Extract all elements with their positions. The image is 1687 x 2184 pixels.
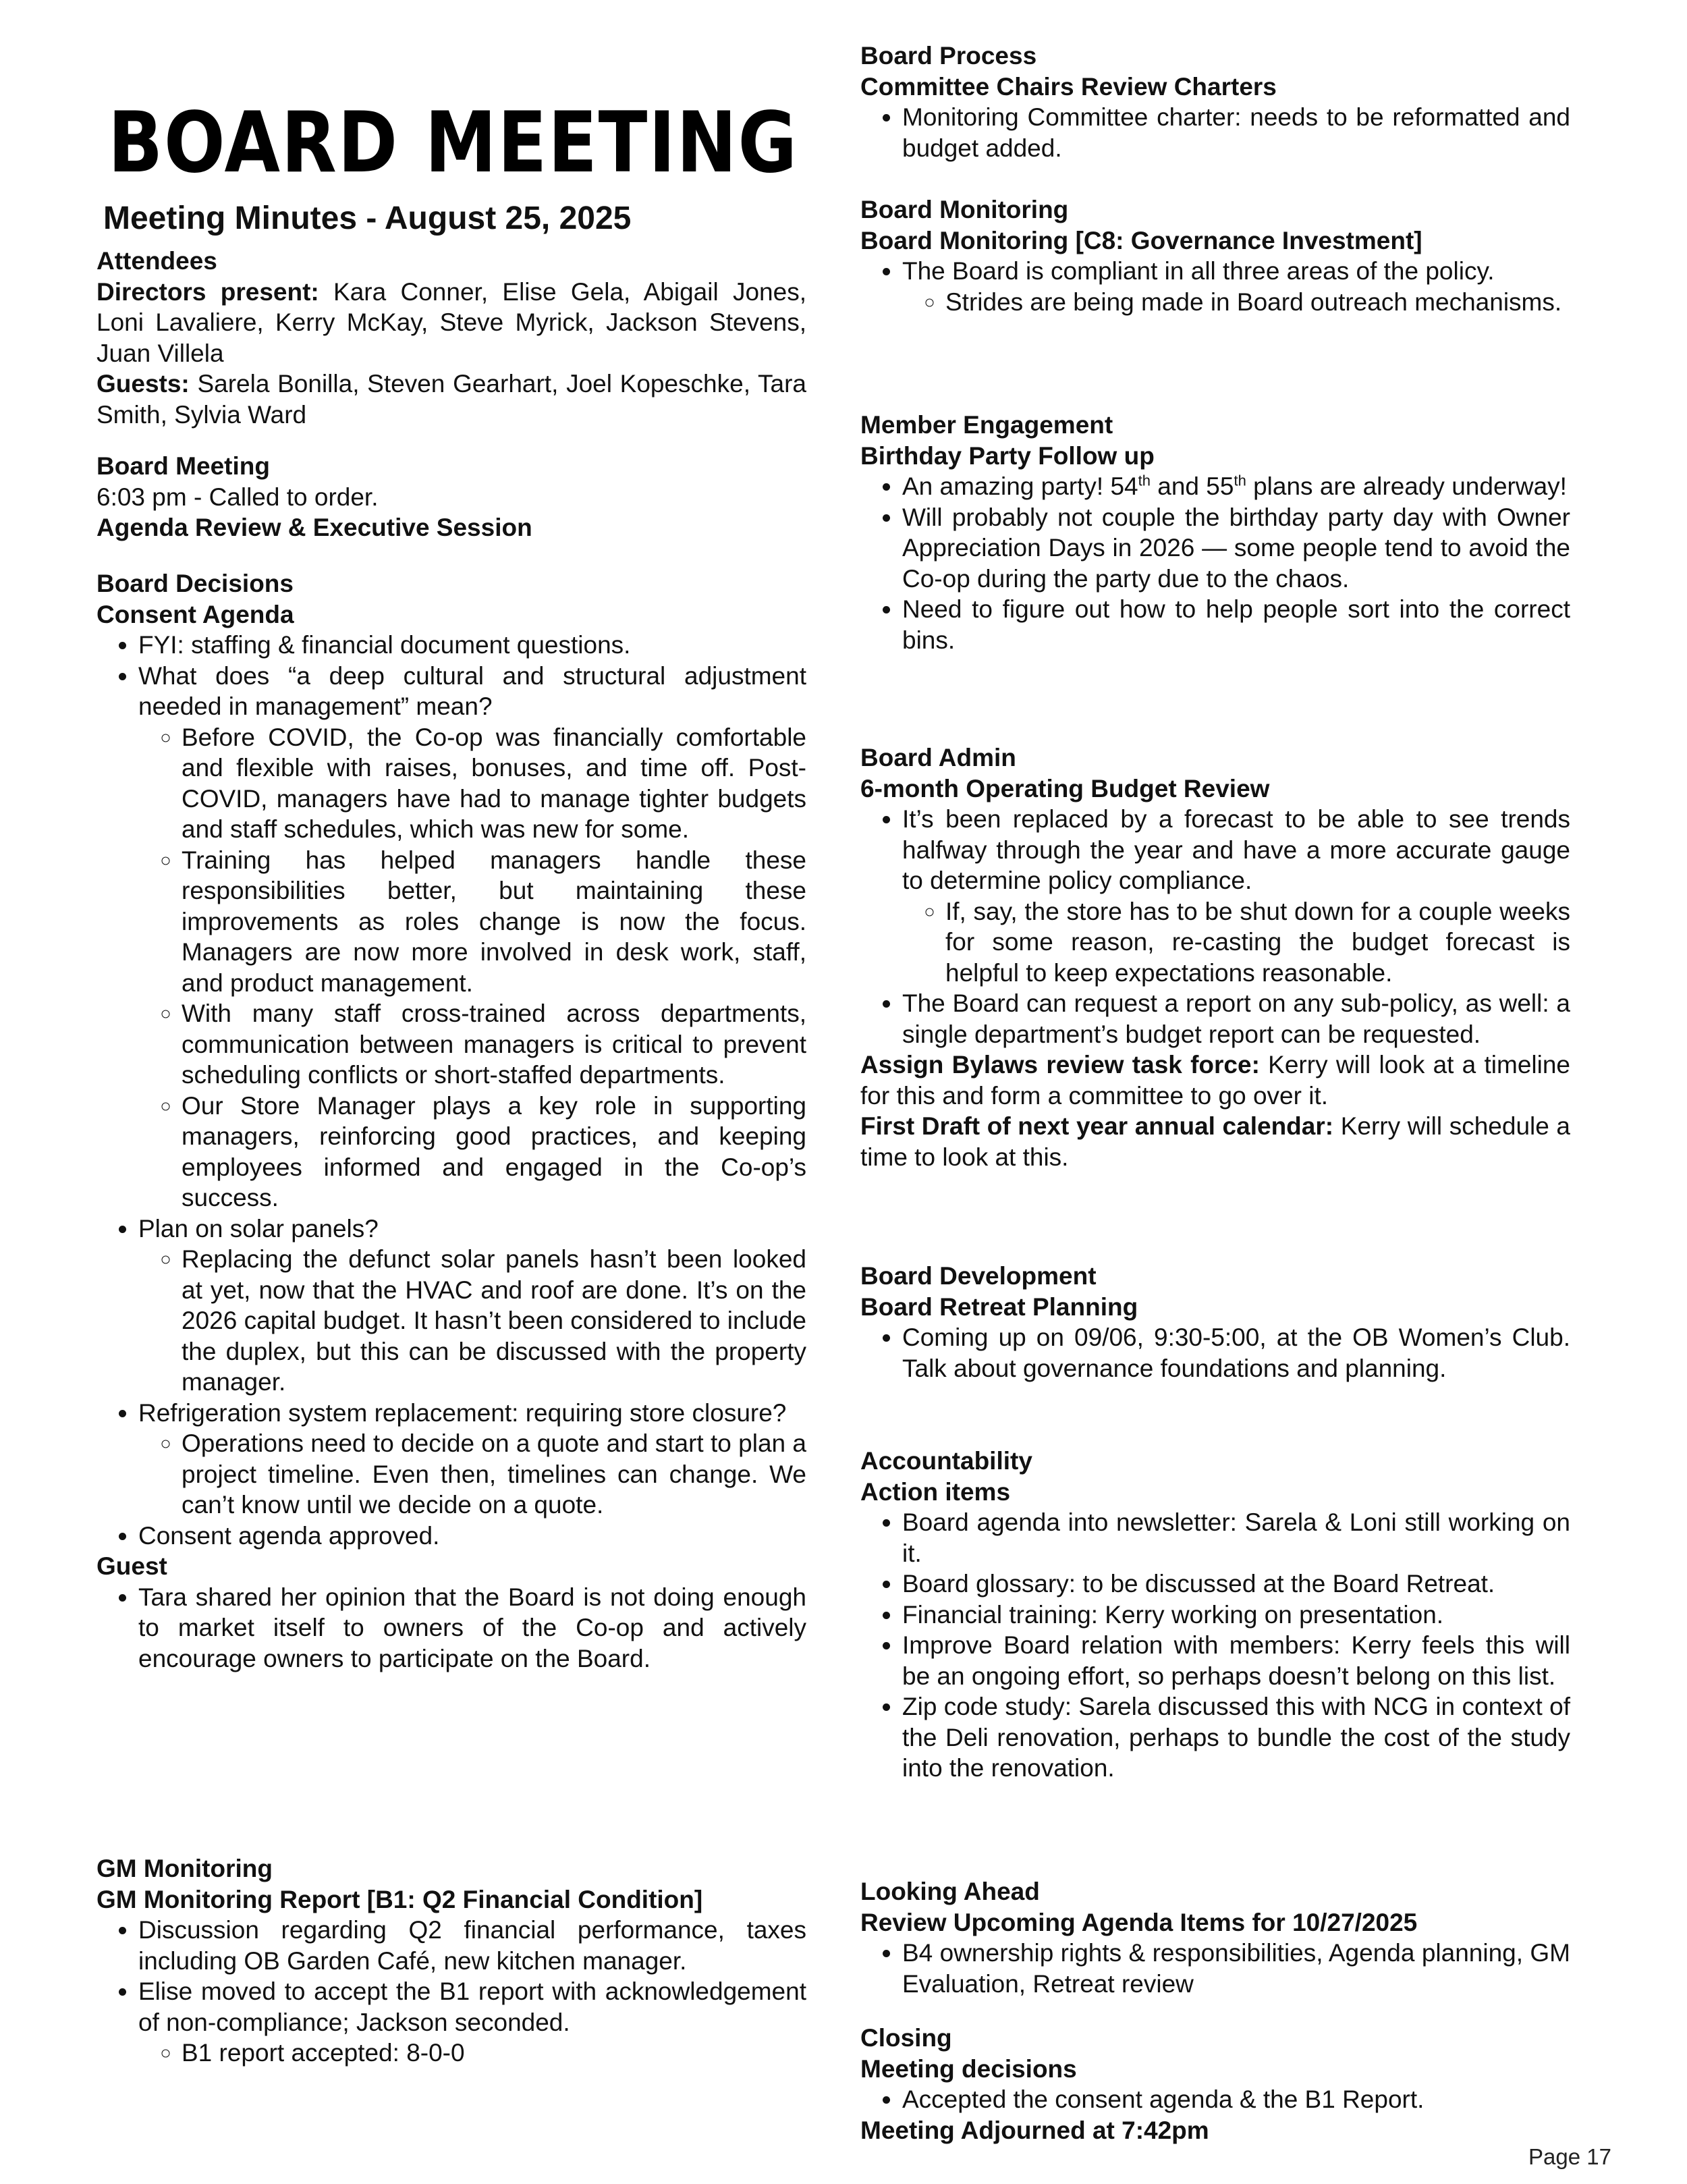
sub-list [138, 722, 806, 1213]
list-item: ◦ Our Store Manager plays a key role in supporting managers, reinforcing good practices, and keeping employees informed and engaged in the Co-op’s success. [182, 1091, 806, 1213]
list-item: ◦ Operations need to decide on a quote and start to plan a project timeline. Even then, timelines can change. We can’t know until we decide on a quote. [182, 1428, 806, 1521]
list-item: • Monitoring Committee charter: needs to be reformatted and budget added. [902, 102, 1570, 163]
gm-report-subheading: GM Monitoring Report [B1: Q2 Financial Condition] [96, 1885, 703, 1913]
bylaws-line: Assign Bylaws review task force: Kerry will look at a timeline for this and form a committee to go over it. [860, 1051, 1570, 1110]
directors-line [96, 277, 806, 369]
member-engagement-heading: Member Engagement [860, 411, 1113, 439]
monitoring-list [860, 256, 1570, 317]
list-item: ◦ With many staff cross-trained across departments, communication between managers is critical to prevent scheduling conflicts or short-staffed departments. [182, 998, 806, 1091]
closing-heading: Closing [860, 2024, 952, 2052]
board-admin-heading: Board Admin [860, 744, 1016, 771]
closing-section [860, 2023, 1570, 2146]
list-item: • Plan on solar panels? ◦ Replacing the defunct solar panels hasn’t been looked at yet, now that the HVAC and roof are done. It’s on the 2026 capital budget. It hasn’t been considered to include the duplex, but this can be discussed with the property manager. [138, 1213, 806, 1398]
process-list [860, 102, 1570, 163]
c8-subheading: Board Monitoring [C8: Governance Investment] [860, 226, 1422, 254]
page-number: Page 17 [1528, 2144, 1611, 2169]
sub-list [138, 1244, 806, 1398]
called-to-order: 6:03 pm - Called to order. [96, 483, 379, 511]
charters-subheading: Committee Chairs Review Charters [860, 72, 1277, 101]
list-item: • FYI: staffing & financial document questions. [138, 630, 806, 661]
gm-monitoring-heading: GM Monitoring [96, 1855, 273, 1882]
list-item: ◦ Strides are being made in Board outreach mechanisms. [945, 287, 1570, 318]
member-engagement-section [860, 410, 1570, 655]
list-item: • Refrigeration system replacement: requiring store closure? ◦ Operations need to decide on a quote and start to plan a project timeline. Even then, timelines can change. We can’t know until we decide on a quote. [138, 1398, 806, 1521]
adjourned-line: Meeting Adjourned at 7:42pm [860, 2116, 1209, 2144]
attendees-heading: Attendees [96, 247, 217, 275]
list-item: • Coming up on 09/06, 9:30-5:00, at the OB Women’s Club. Talk about governance foundations and planning. [902, 1322, 1570, 1384]
board-process-section [860, 40, 1570, 163]
action-items-list [860, 1507, 1570, 1784]
list-item: • An amazing party! 54th and 55th plans are already underway! [902, 471, 1570, 502]
list-item: • B4 ownership rights & responsibilities, Agenda planning, GM Evaluation, Retreat review [902, 1938, 1570, 1999]
list-item: • Discussion regarding Q2 financial performance, taxes including OB Garden Café, new kitchen manager. [138, 1915, 806, 1976]
consent-agenda-subheading: Consent Agenda [96, 600, 294, 628]
guests-label: Guests: [96, 370, 190, 398]
consent-agenda-list [96, 630, 806, 1551]
list-item: ◦ Before COVID, the Co-op was financially comfortable and flexible with raises, bonuses, and time off. Post-COVID, managers have had to manage tighter budgets and staff schedules, which was new for some. [182, 722, 806, 845]
development-list [860, 1322, 1570, 1384]
list-item: • Consent agenda approved. [138, 1521, 806, 1552]
board-monitoring-section [860, 194, 1570, 317]
board-development-heading: Board Development [860, 1262, 1097, 1290]
board-meeting-section [96, 451, 806, 543]
meeting-subtitle: Meeting Minutes - August 25, 2025 [103, 200, 632, 236]
list-item: • Financial training: Kerry working on presentation. [902, 1600, 1570, 1631]
sub-list [902, 896, 1570, 989]
sub-list [138, 2038, 806, 2069]
budget-review-subheading: 6-month Operating Budget Review [860, 774, 1270, 802]
page-title: BOARD MEETING [108, 94, 798, 192]
closing-list [860, 2084, 1570, 2115]
list-item: • The Board can request a report on any sub-policy, as well: a single department’s budget report can be requested. [902, 988, 1570, 1049]
attendees-section [96, 246, 806, 430]
board-admin-section [860, 742, 1570, 1172]
list-item: • Accepted the consent agenda & the B1 Report. [902, 2084, 1570, 2115]
list-item: • It’s been replaced by a forecast to be able to see trends halfway through the year and have a more accurate gauge to determine policy compliance. ◦ If, say, the store has to be shut down for a couple weeks for some reason, re-casting the budget forecast is helpful to keep expectations reasonable. [902, 804, 1570, 988]
list-item: • Board agenda into newsletter: Sarela & Loni still working on it. [902, 1507, 1570, 1568]
upcoming-subheading: Review Upcoming Agenda Items for 10/27/2025 [860, 1908, 1418, 1936]
calendar-line: First Draft of next year annual calendar: Kerry will schedule a time to look at this. [860, 1112, 1571, 1171]
list-item: • Tara shared her opinion that the Board is not doing enough to market itself to owners of the Co-op and actively encourage owners to participate on the Board. [138, 1582, 806, 1674]
admin-list [860, 804, 1570, 1049]
board-development-section [860, 1261, 1570, 1384]
guest-list [96, 1582, 806, 1674]
list-item: • Board glossary: to be discussed at the Board Retreat. [902, 1568, 1570, 1600]
sub-list [138, 1428, 806, 1521]
list-item: • Elise moved to accept the B1 report with acknowledgement of non-compliance; Jackson seconded. ◦ B1 report accepted: 8-0-0 [138, 1976, 806, 2069]
retreat-subheading: Board Retreat Planning [860, 1292, 1138, 1321]
action-items-subheading: Action items [860, 1477, 1011, 1506]
looking-ahead-section [860, 1876, 1570, 1999]
board-decisions-section [96, 568, 806, 1674]
looking-ahead-heading: Looking Ahead [860, 1878, 1040, 1905]
guest-subheading: Guest [96, 1552, 167, 1580]
meeting-decisions-subheading: Meeting decisions [860, 2054, 1077, 2083]
gm-list [96, 1915, 806, 2069]
birthday-subheading: Birthday Party Follow up [860, 441, 1155, 470]
gm-monitoring-section [96, 1853, 806, 2069]
board-monitoring-heading: Board Monitoring [860, 196, 1069, 223]
list-item: • Improve Board relation with members: Kerry feels this will be an ongoing effort, so perhaps doesn’t belong on this list. [902, 1630, 1570, 1691]
list-item: ◦ Replacing the defunct solar panels hasn’t been looked at yet, now that the HVAC and roof are done. It’s on the 2026 capital budget. It hasn’t been considered to include the duplex, but this can be discussed with the property manager. [182, 1244, 806, 1398]
guests-list: Sarela Bonilla, Steven Gearhart, Joel Kopeschke, Tara Smith, Sylvia Ward [96, 370, 806, 429]
list-item: ◦ Training has helped managers handle these responsibilities better, but maintaining these improvements as roles change is now the focus. Managers are now more involved in desk work, staff, and product management. [182, 845, 806, 999]
engagement-list [860, 471, 1570, 655]
list-item: • Need to figure out how to help people sort into the correct bins. [902, 594, 1570, 655]
upcoming-list [860, 1938, 1570, 1999]
list-item: ◦ If, say, the store has to be shut down for a couple weeks for some reason, re-casting the budget forecast is helpful to keep expectations reasonable. [945, 896, 1570, 989]
directors-list: Kara Conner, Elise Gela, Abigail Jones, Loni Lavaliere, Kerry McKay, Steve Myrick, Jackson Stevens, Juan Villela [96, 277, 806, 367]
list-item: ◦ B1 report accepted: 8-0-0 [182, 2038, 806, 2069]
directors-label: Directors present: [96, 277, 319, 306]
guests-line [96, 368, 806, 430]
accountability-heading: Accountability [860, 1447, 1032, 1475]
list-item: • Zip code study: Sarela discussed this with NCG in context of the Deli renovation, perhaps to bundle the cost of the study into the renovation. [902, 1691, 1570, 1784]
list-item: • Will probably not couple the birthday party day with Owner Appreciation Days in 2026 — some people tend to avoid the Co-op during the party due to the chaos. [902, 502, 1570, 595]
accountability-section [860, 1446, 1570, 1784]
list-item: • The Board is compliant in all three areas of the policy. ◦ Strides are being made in Board outreach mechanisms. [902, 256, 1570, 317]
board-decisions-heading: Board Decisions [96, 570, 294, 597]
list-item: • What does “a deep cultural and structural adjustment needed in management” mean? ◦ Before COVID, the Co-op was financially comfortable and flexible with raises, bonuses, and time off. Post-COVID, managers have had to manage tighter budgets and staff schedules, which was new for some. ◦ Training has helped managers handle these responsibilities better, but maintaining these improvements as roles change is now the focus. Managers are now more involved in desk work, staff, and product management. ◦ With many staff cross-trained across departments, communication between managers is critical to prevent scheduling conflicts or short-staffed departments. ◦ Our Store Manager plays a key role in supporting managers, reinforcing good practices, and keeping employees informed and engaged in the Co-op’s success. [138, 661, 806, 1213]
sub-list [902, 287, 1570, 318]
board-meeting-heading: Board Meeting [96, 452, 270, 480]
board-process-heading: Board Process [860, 42, 1037, 70]
agenda-review: Agenda Review & Executive Session [96, 514, 532, 541]
